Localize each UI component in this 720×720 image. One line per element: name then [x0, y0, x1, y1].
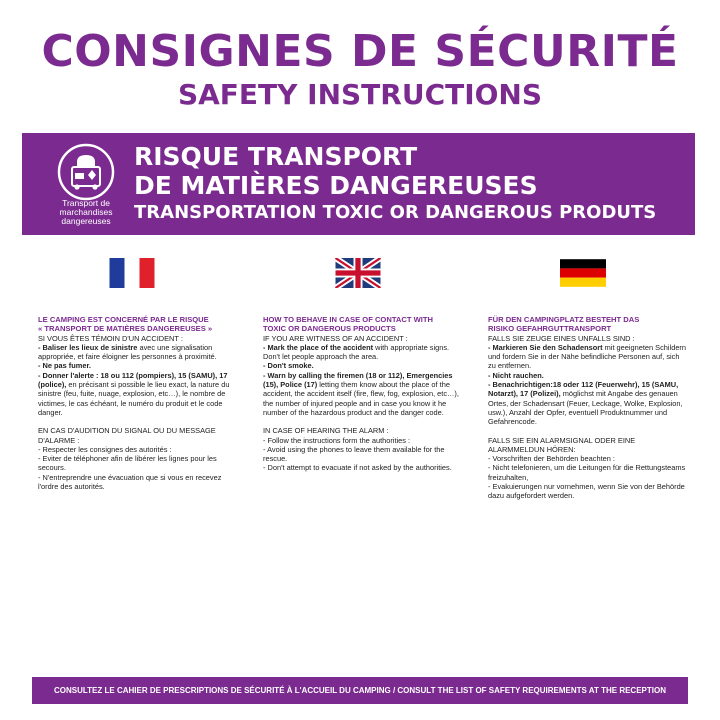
column-heading: RISIKO GEFAHRGUTTRANSPORT: [488, 324, 612, 334]
instruction-item: - Don't smoke.: [263, 361, 314, 371]
hazmat-truck-icon: [56, 142, 116, 202]
intro-text: SI VOUS ÊTES TÉMOIN D'UN ACCIDENT :: [38, 333, 183, 343]
icon-caption: Transport de marchandises dangereuses: [59, 198, 113, 226]
alarm-heading: IN CASE OF HEARING THE ALARM :: [263, 426, 389, 436]
alarm-item: - Evakuierungen nur vornehmen, wenn Sie von der Behörde dazu aufgefordert werden.: [488, 482, 685, 501]
alarm-item: - Nicht telefonieren, um die Leitungen für die Rettungsteams freizuhalten,: [488, 463, 686, 482]
banner-heading-line1: RISQUE TRANSPORT: [134, 142, 418, 171]
instruction-item: - Markieren Sie den Schadensort mit geeigneten Schildern und fordern Sie in der Nähe befindliche Personen auf, sich zu entfernen.: [488, 342, 686, 371]
instruction-item: - Baliser les lieux de sinistre avec une signalisation appropriée, et faire éloigner les personnes à proximité.: [38, 342, 217, 362]
instruction-item: - Warn by calling the firemen (18 or 112), Emergencies (15), Police (17) letting them know about the place of the accident, the accident itself (fire, flew, fog, explosion, etc…), the number of injured people and in case you know it he number of the hazardous product and the danger code.: [263, 370, 459, 417]
germany-flag-icon: [560, 258, 606, 288]
alarm-item: - N'entreprendre une évacuation que si vous en recevez l'ordre des autorités.: [38, 472, 222, 492]
alarm-item: - Don't attempt to evacuate if not asked by the authorities.: [263, 463, 452, 473]
banner-heading-line2: DE MATIÈRES DANGEREUSES: [134, 171, 538, 200]
column-heading: LE CAMPING EST CONCERNÉ PAR LE RISQUE: [38, 315, 209, 324]
banner-subheading: TRANSPORTATION TOXIC OR DANGEROUS PRODUTS: [134, 202, 657, 223]
footer-banner: CONSULTEZ LE CAHIER DE PRESCRIPTIONS DE SÉCURITÉ À L'ACCUEIL DU CAMPING / CONSULT THE LIST OF SAFETY REQUIREMENTS AT THE RECEPTION: [32, 677, 688, 704]
column-heading: FÜR DEN CAMPINGPLATZ BESTEHT DAS: [488, 315, 640, 324]
column-heading: HOW TO BEHAVE IN CASE OF CONTACT WITH: [263, 315, 434, 324]
title-french: CONSIGNES DE SÉCURITÉ: [41, 26, 679, 77]
column-french: [38, 315, 234, 491]
alarm-heading: EN CAS D'AUDITION DU SIGNAL OU DU MESSAGE D'ALARME :: [38, 426, 216, 445]
alarm-item: - Follow the instructions form the authorities :: [263, 435, 411, 445]
intro-text: FALLS SIE ZEUGE EINES UNFALLS SIND :: [488, 333, 635, 343]
intro-text: IF YOU ARE WITNESS OF AN ACCIDENT :: [263, 333, 408, 343]
alarm-item: - Avoid using the phones to leave them available for the rescue.: [263, 444, 445, 464]
instruction-item: - Nicht rauchen.: [488, 370, 544, 380]
column-german: [488, 315, 688, 501]
instruction-item: - Mark the place of the accident with appropriate signs. Don't let people approach the area.: [263, 342, 450, 362]
uk-flag-icon: [335, 258, 381, 288]
alarm-item: - Respecter les consignes des autorités :: [38, 444, 172, 454]
alarm-item: - Eviter de téléphoner afin de libérer les lignes pour les secours.: [38, 454, 217, 473]
instruction-item: - Benachrichtigen:18 oder 112 (Feuerwehr), 15 (SAMU, Notarzt), 17 (Polizei), möglichst mit Angabe des genauen Ortes, der Schadensart (Feuer, Leckage, Wolke, Explosion, usw.), Anzahl der Opfer, eventuell Produktnummer und Gefahrencode.: [488, 380, 683, 427]
instruction-item: - Donner l'alerte : 18 ou 112 (pompiers), 15 (SAMU), 17 (police), en précisant si possible le lieu exact, la nature du sinistre (feu, fuite, nuage, explosion, etc…), le nombre de victimes, le cas échéant, le numéro du produit et le code danger.: [38, 370, 230, 417]
france-flag-icon: [109, 258, 155, 288]
alarm-item: - Vorschriften der Behörden beachten :: [488, 454, 615, 464]
column-english: [263, 315, 459, 473]
risk-banner: [22, 133, 695, 235]
instruction-item: - Ne pas fumer.: [38, 361, 91, 371]
alarm-heading: FALLS SIE EIN ALARMSIGNAL ODER EINE ALARMMELDUN HÖREN:: [488, 435, 636, 454]
column-heading: TOXIC OR DANGEROUS PRODUCTS: [263, 324, 396, 334]
title-english: SAFETY INSTRUCTIONS: [177, 78, 543, 111]
column-heading: « TRANSPORT DE MATIÈRES DANGEREUSES »: [38, 324, 213, 334]
